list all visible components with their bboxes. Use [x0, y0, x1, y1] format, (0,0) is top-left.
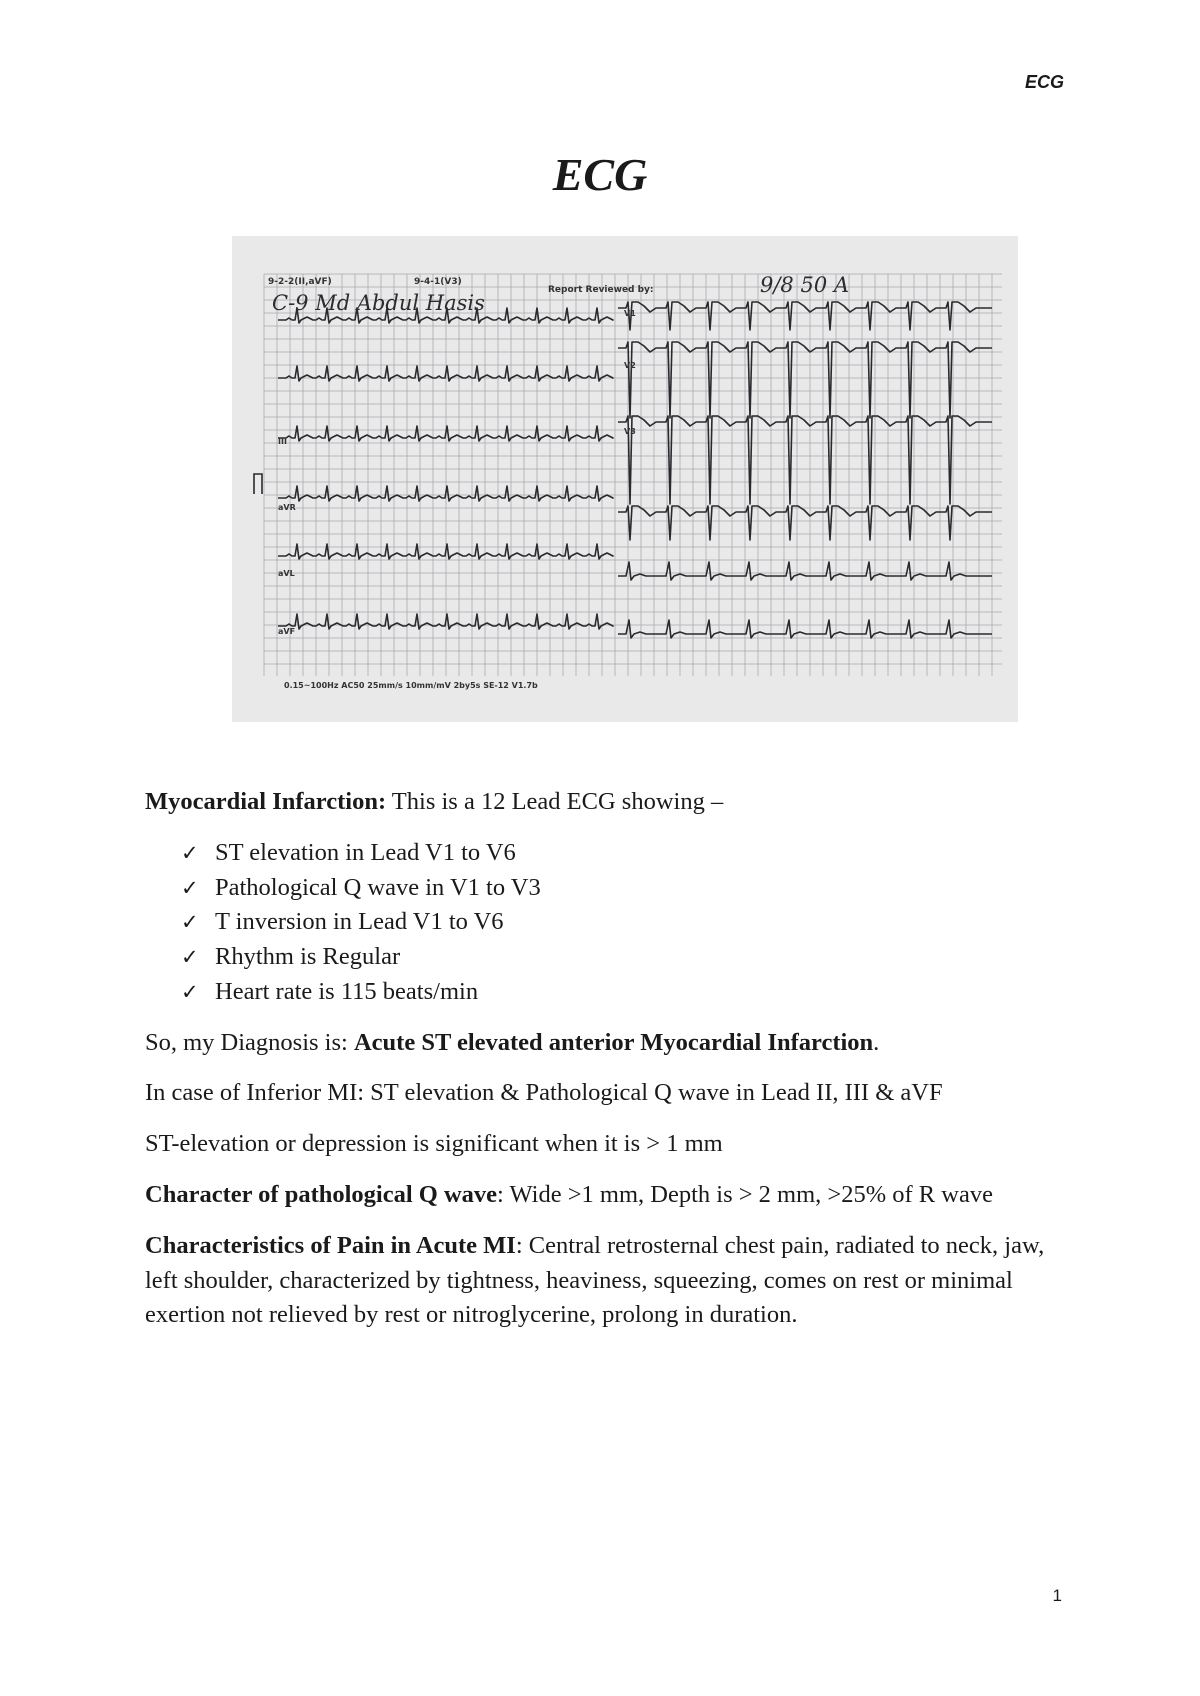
ecg-top-label: 9-2-2(II,aVF) — [268, 277, 332, 287]
pain-text: : Central retrosternal chest pain, radiated to neck, jaw, left shoulder, characterized by tightness, heaviness, squeezing, comes on rest or minimal exertion not relieved by rest or nitroglycerine, prolong in duration. — [145, 1231, 1045, 1329]
ecg-footer-settings: 0.15~100Hz AC50 25mm/s 10mm/mV 2by5s SE-12 V1.7b — [284, 681, 538, 690]
running-header: ECG — [1024, 72, 1064, 92]
q-wave-label: Character of pathological Q wave — [145, 1181, 498, 1209]
q-wave-text: : Wide >1 mm, Depth is > 2 mm, >25% of R wave — [497, 1181, 993, 1209]
checkmark-icon: ✓ — [181, 979, 199, 1004]
diagnosis-prefix: So, my Diagnosis is: — [145, 1028, 354, 1056]
ecg-top-label: Report Reviewed by: — [548, 285, 654, 295]
list-item — [181, 975, 1065, 1010]
diagnosis-suffix: . — [873, 1028, 880, 1056]
findings-list — [145, 836, 1065, 1010]
intro-paragraph — [145, 785, 1065, 820]
lead-label: V3 — [624, 427, 636, 436]
finding-text: ST elevation in Lead V1 to V6 — [215, 838, 516, 866]
st-significance-paragraph: ST-elevation or depression is significant when it is > 1 mm — [145, 1130, 723, 1158]
checkmark-icon: ✓ — [181, 875, 199, 900]
ecg-top-label: 9-4-1(V3) — [414, 277, 462, 287]
checkmark-icon: ✓ — [181, 910, 199, 935]
ecg-strip-graphic — [232, 236, 1018, 722]
intro-text: This is a 12 Lead ECG showing – — [386, 788, 724, 815]
pain-label: Characteristics of Pain in Acute MI — [145, 1231, 516, 1259]
checkmark-icon: ✓ — [181, 840, 199, 865]
list-item — [181, 905, 1065, 940]
intro-label: Myocardial Infarction: — [145, 788, 387, 815]
page-title: ECG — [552, 149, 648, 200]
lead-label: aVR — [278, 503, 296, 512]
main-content — [145, 785, 1065, 1349]
page-number: 1 — [1052, 1586, 1062, 1605]
lead-label: V2 — [624, 361, 636, 370]
finding-text: Heart rate is 115 beats/min — [215, 977, 479, 1005]
lead-label: III — [278, 437, 287, 446]
checkmark-icon: ✓ — [181, 945, 199, 970]
diagnosis-value: Acute ST elevated anterior Myocardial Infarction — [353, 1028, 874, 1056]
q-wave-paragraph — [145, 1178, 1065, 1213]
finding-text: Pathological Q wave in V1 to V3 — [215, 873, 541, 901]
diagnosis-paragraph — [145, 1026, 1065, 1061]
ecg-handwriting-name: C-9 Md Abdul Hasis — [272, 291, 485, 315]
list-item — [181, 836, 1065, 871]
lead-label: aVF — [278, 627, 296, 636]
ecg-handwriting-date: 9/8 50 A — [760, 273, 850, 297]
inferior-mi-paragraph: In case of Inferior MI: ST elevation & Pathological Q wave in Lead II, III & aVF — [145, 1079, 943, 1107]
list-item — [181, 871, 1065, 906]
pain-paragraph — [145, 1229, 1065, 1333]
finding-text: Rhythm is Regular — [215, 943, 401, 971]
list-item — [181, 940, 1065, 975]
finding-text: T inversion in Lead V1 to V6 — [215, 908, 504, 936]
ecg-strip-image — [232, 236, 1018, 722]
lead-label: V1 — [624, 309, 636, 318]
lead-label: aVL — [278, 569, 295, 578]
